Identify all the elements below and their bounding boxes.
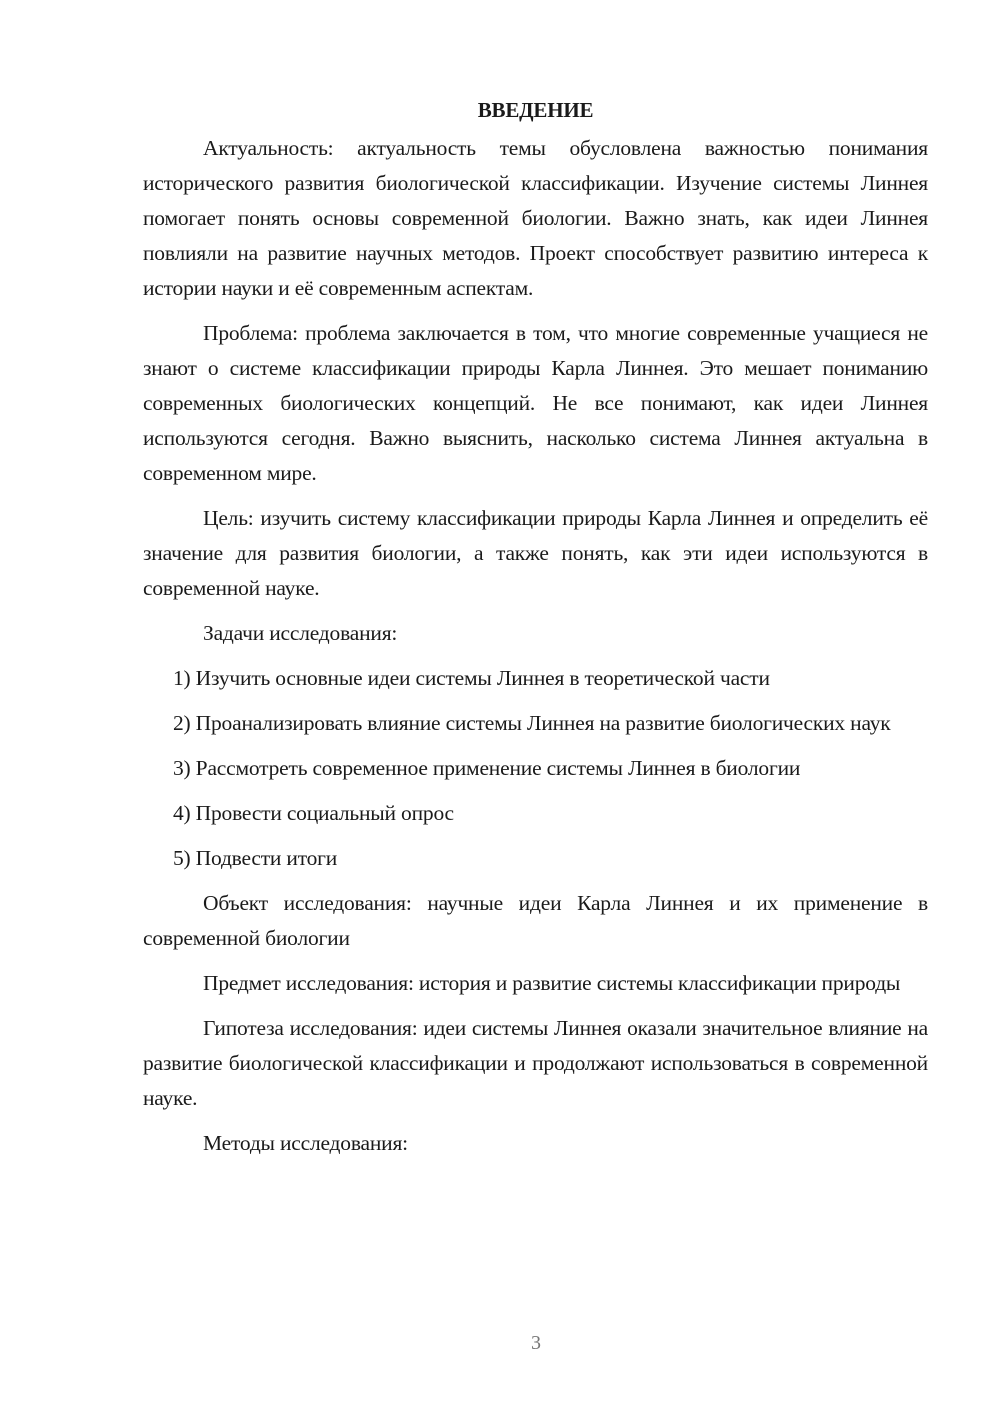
- list-item: 2) Проанализировать влияние системы Линнея на развитие биологических наук: [173, 711, 891, 735]
- paragraph-relevance: Актуальность: актуальность темы обусловлена важностью понимания исторического развития биологической классификации. Изучение системы Линнея помогает понять основы современной биологии. Важно знать, как идеи Линнея повлияли на развитие научных методов. Проект способствует развитию интереса к истории науки и её современным аспектам.: [143, 136, 928, 300]
- paragraph-goal: Цель: изучить систему классификации природы Карла Линнея и определить её значение для развития биологии, а также понять, как эти идеи используются в современной науке.: [143, 506, 928, 600]
- list-item: 3) Рассмотреть современное применение системы Линнея в биологии: [173, 756, 801, 780]
- document-page: [143, 93, 928, 1161]
- list-item: 5) Подвести итоги: [173, 846, 338, 870]
- tasks-heading: Задачи исследования:: [203, 621, 398, 645]
- list-item: 1) Изучить основные идеи системы Линнея в теоретической части: [173, 666, 770, 690]
- section-title: ВВЕДЕНИЕ: [477, 98, 594, 122]
- paragraph-hypothesis: Гипотеза исследования: идеи системы Линнея оказали значительное влияние на развитие биологической классификации и продолжают использоваться в современной науке.: [143, 1016, 928, 1110]
- tasks-list: [143, 661, 928, 876]
- paragraph-problem: Проблема: проблема заключается в том, что многие современные учащиеся не знают о системе классификации природы Карла Линнея. Это мешает пониманию современных биологических концепций. Не все понимают, как идеи Линнея используются сегодня. Важно выяснить, насколько система Линнея актуальна в современном мире.: [143, 321, 928, 485]
- list-item: 4) Провести социальный опрос: [173, 801, 454, 825]
- methods-heading: Методы исследования:: [203, 1131, 408, 1155]
- paragraph-object: Объект исследования: научные идеи Карла Линнея и их применение в современной биологии: [143, 891, 928, 950]
- page-number: 3: [531, 1332, 541, 1354]
- paragraph-subject: Предмет исследования: история и развитие системы классификации природы: [203, 971, 901, 995]
